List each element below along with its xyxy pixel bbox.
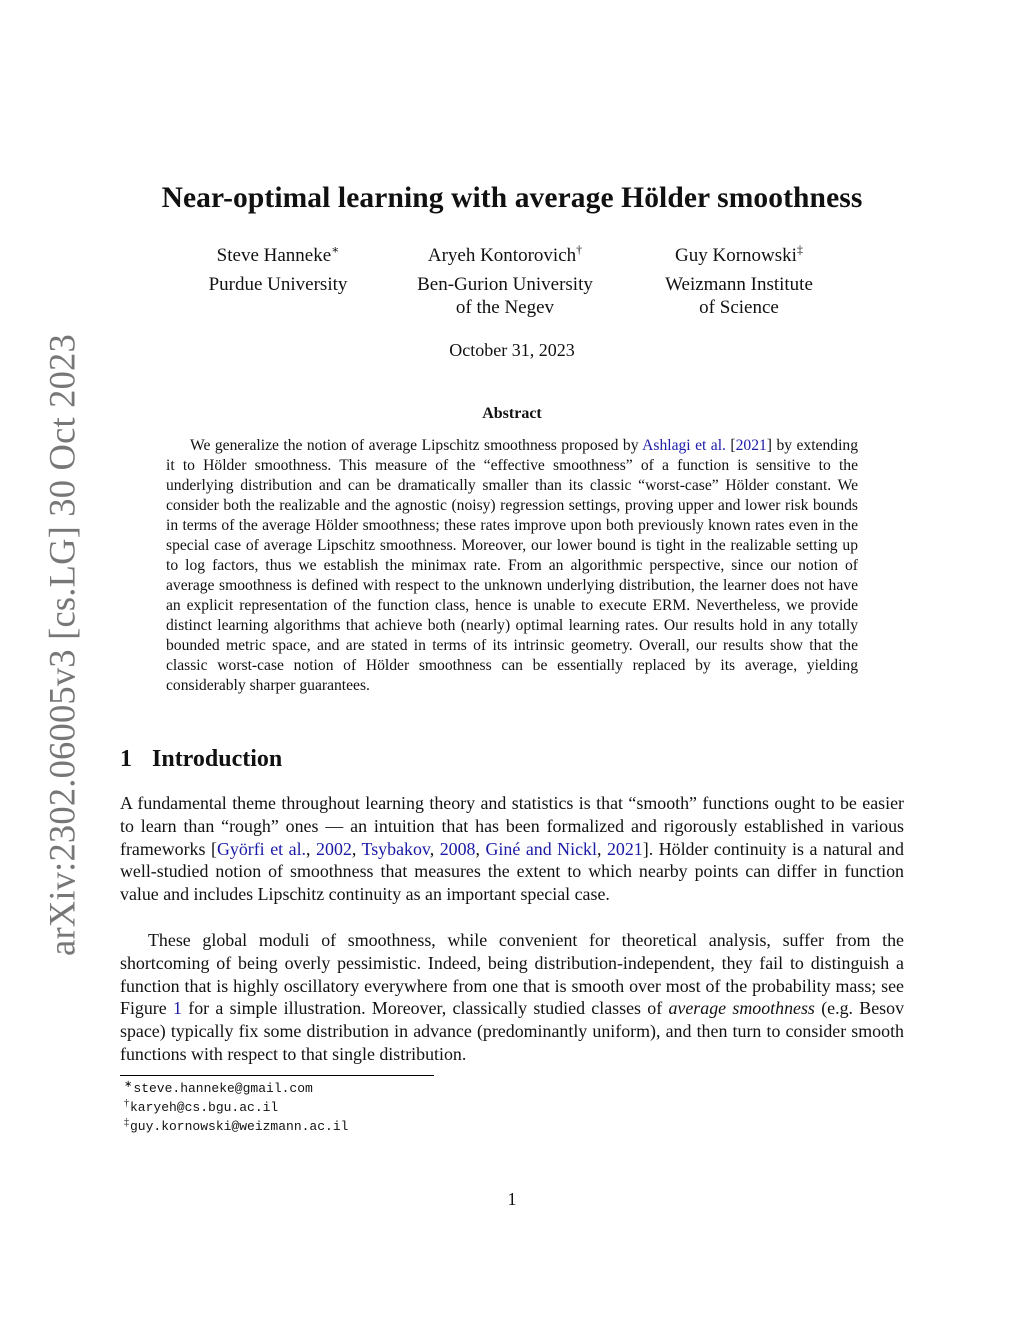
citation-year-link[interactable]: 2021 (735, 437, 767, 454)
author-block (198, 244, 358, 296)
arxiv-identifier-stamp: arXiv:2302.06005v3 [cs.LG] 30 Oct 2023 (41, 334, 83, 956)
publication-date: October 31, 2023 (449, 340, 575, 360)
citation-year-link[interactable]: 2002 (316, 838, 352, 859)
footnote: ‡guy.kornowski@weizmann.ac.il (124, 1116, 349, 1134)
section-number: 1 (120, 746, 132, 772)
footnote-mark: † (576, 242, 583, 257)
author-block (402, 244, 608, 319)
section-title: Introduction (152, 746, 283, 772)
citation-year-link[interactable]: 2008 (439, 838, 476, 859)
citation-year-link[interactable]: 2021 (606, 838, 643, 859)
body-paragraph: A fundamental theme throughout learning theory and statistics is that “smooth” functions ought to be easier to learn than “rough” ones — an intuition that has been formalized and rigorously established in various frameworks [Györfi et al., 2002, Tsybakov, 2008, Giné and Nickl, 2021]. Hölder continuity is a natural and well-studied notion of smoothness that measures the extent to which nearby points can differ in function value and includes Lipschitz continuity as an important special case. (120, 793, 905, 905)
author-name: Aryeh Kontorovich (427, 245, 577, 266)
citation-link[interactable]: Györfi et al. (216, 838, 307, 859)
abstract-heading: Abstract (482, 405, 542, 422)
footnote: †karyeh@cs.bgu.ac.il (124, 1097, 279, 1115)
abstract-text: We generalize the notion of average Lipschitz smoothness proposed by Ashlagi et al. [2021] by extending it to Hölder smoothness. This measure of the “effective smoothness” of a function is sensitive to the underlying distribution and can be dramatically smaller than its classic “worst-case” Hölder constant. We consider both the realizable and the agnostic (noisy) regression settings, proving upper and lower risk bounds in terms of the average Hölder smoothness; these rates improve upon both previously known rates even in the special case of average Lipschitz smoothness. Moreover, our lower bound is tight in the realizable setting up to log factors, thus we establish the minimax rate. From an algorithmic perspective, since our notion of average smoothness is defined with respect to the unknown underlying distribution, the learner does not have an explicit representation of the function class, hence is unable to execute ERM. Nevertheless, we provide distinct learning algorithms that achieve both (nearly) optimal learning rates. Our results hold in any totally bounded metric space, and are stated in terms of its intrinsic geometry. Overall, our results show that the classic worst-case notion of Hölder smoothness can be essentially replaced by its average, yielding considerably sharper guarantees. (166, 437, 859, 694)
body-paragraph: These global moduli of smoothness, while convenient for theoretical analysis, suffer from the shortcoming of being overly pessimistic. Indeed, being distribution-independent, they fail to distinguish a function that is highly oscillatory everywhere from one that is smooth over most of the probability mass; see Figure 1 for a simple illustration. Moreover, classically studied classes of average smoothness (e.g. Besov space) typically fix some distribution in advance (predominantly uniform), and then turn to consider smooth functions with respect to that single distribution. (120, 930, 905, 1064)
footnote: ∗steve.hanneke@gmail.com (124, 1078, 313, 1096)
footnotes (124, 1079, 348, 1136)
footnote-mark: ‡ (796, 242, 803, 257)
author-block (648, 244, 830, 319)
figure-reference-link[interactable]: 1 (173, 998, 182, 1019)
section-heading (120, 746, 282, 773)
author-affiliation: Ben-Gurion University of the Negev (417, 274, 593, 318)
author-affiliation: Weizmann Institute of Science (665, 274, 813, 318)
page-number: 1 (507, 1189, 517, 1209)
citation-link[interactable]: Ashlagi et al. (642, 437, 726, 454)
footnote-divider (120, 1075, 434, 1076)
email-address: guy.kornowski@weizmann.ac.il (130, 1119, 349, 1134)
email-address: karyeh@cs.bgu.ac.il (130, 1100, 279, 1115)
author-affiliation: Purdue University (208, 274, 348, 295)
citation-link[interactable]: Giné and Nickl (485, 838, 597, 859)
citation-link[interactable]: Tsybakov (361, 838, 430, 859)
email-address: steve.hanneke@gmail.com (133, 1081, 313, 1096)
emphasized-term: average smoothness (668, 998, 815, 1019)
paper-title: Near-optimal learning with average Hölder smoothness (161, 182, 863, 214)
author-name: Guy Kornowski (675, 245, 797, 266)
author-name: Steve Hanneke (216, 245, 332, 266)
footnote-mark: ∗ (331, 242, 340, 257)
